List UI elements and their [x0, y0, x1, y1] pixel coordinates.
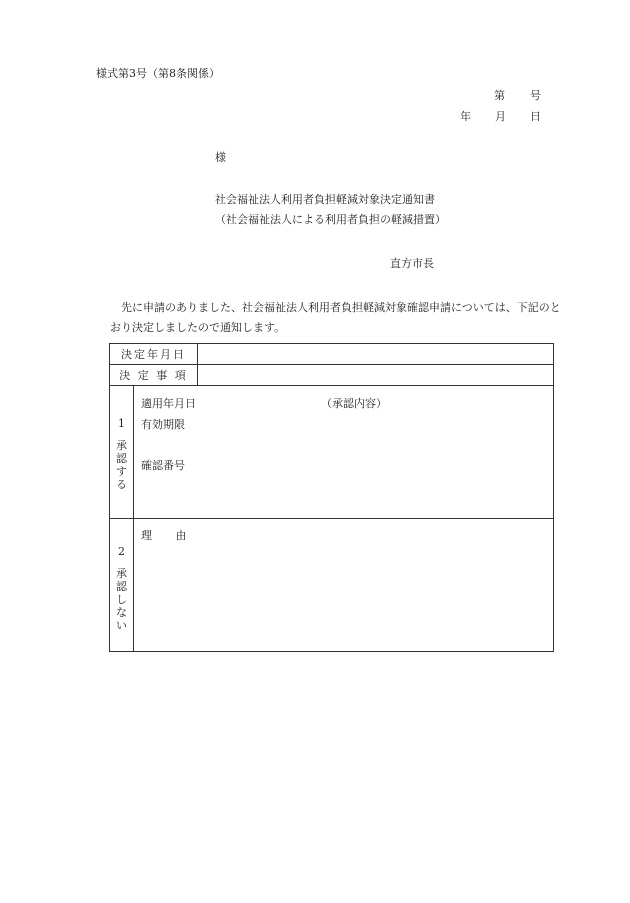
reject-row: [110, 519, 554, 652]
reject-side-cell: [110, 519, 134, 652]
approve-row: [110, 386, 554, 519]
document-subtitle: （社会福祉法人による利用者負担の軽減措置）: [215, 213, 446, 226]
reason-label: 理 由: [141, 529, 197, 542]
form-number: 様式第3号（第8条関係）: [96, 67, 220, 80]
approve-label: 承認する: [116, 439, 127, 491]
reject-label: 承認しない: [116, 567, 127, 632]
issuer-mayor: 直方市長: [390, 257, 434, 270]
validity-period-label: 有効期限: [141, 418, 185, 431]
addressee-honorific: 様: [215, 151, 226, 164]
decision-date-label: 決定年月日: [110, 344, 198, 365]
number-suffix: 号: [530, 89, 541, 102]
date-day: 日: [530, 110, 541, 123]
decision-table: [109, 343, 554, 652]
decision-item-value[interactable]: [198, 365, 554, 386]
document-title: 社会福祉法人利用者負担軽減対象決定通知書: [215, 193, 435, 206]
decision-item-label: 決 定 事 項: [110, 365, 198, 386]
date-year: 年: [460, 110, 471, 123]
reject-content-cell[interactable]: [134, 519, 554, 652]
approve-content-cell[interactable]: [134, 386, 554, 519]
number-prefix: 第: [494, 89, 505, 102]
decision-date-value[interactable]: [198, 344, 554, 365]
decision-date-row: [110, 344, 554, 365]
date-month: 月: [495, 110, 506, 123]
decision-item-row: [110, 365, 554, 386]
confirmation-number-label: 確認番号: [141, 459, 185, 472]
approve-side-cell: [110, 386, 134, 519]
approve-number: 1: [118, 417, 125, 430]
approval-detail-label: （承認内容）: [321, 397, 387, 410]
reject-number: 2: [118, 545, 125, 558]
applicable-date-label: 適用年月日: [141, 397, 196, 410]
notice-body-text: 先に申請のありました、社会福祉法人利用者負担軽減対象確認申請については、下記のとおり決定しましたので通知します。: [110, 301, 561, 334]
